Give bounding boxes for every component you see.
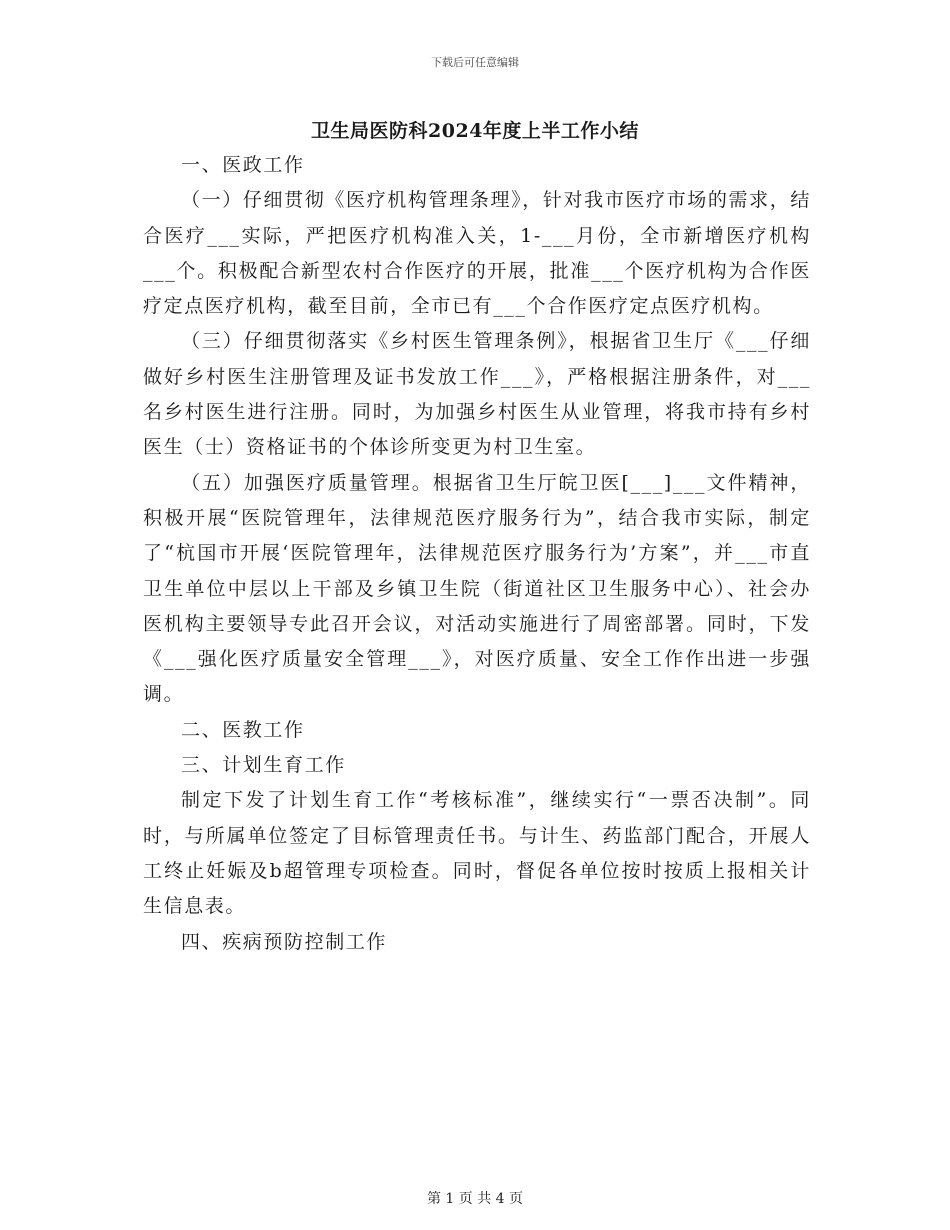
document-title: 卫生局医防科2024年度上半工作小结	[311, 120, 639, 142]
paragraph-quality-management: （五）加强医疗质量管理。根据省卫生厅皖卫医[___]___文件精神，积极开展“医院管理年，法律规范医疗服务行为”，结合我市实际，制定了“杭国市开展‘医院管理年，法律规范医疗服务行为’方案”，并___市直卫生单位中层以上干部及乡镇卫生院（街道社区卫生服务中心）、社会办医机构主要领导专此召开会议，对活动实施进行了周密部署。同时，下发《___强化医疗质量安全管理___》，对医疗质量、安全工作作出进一步强调。	[143, 471, 811, 706]
document-body	[143, 148, 811, 960]
header-note: 下载后可任意编辑	[431, 56, 519, 69]
section-heading-medical-education: 二、医教工作	[181, 718, 305, 741]
section-heading-disease-control: 四、疾病预防控制工作	[181, 930, 388, 953]
page-number: 第 1 页 共 4 页	[426, 1191, 524, 1207]
paragraph-family-planning: 制定下发了计划生育工作“考核标准”，继续实行“一票否决制”。同时，与所属单位签定了目标管理责任书。与计生、药监部门配合，开展人工终止妊娠及b超管理专项检查。同时，督促各单位按时按质上报相关计生信息表。	[143, 789, 811, 918]
paragraph-medical-institutions: （一）仔细贯彻《医疗机构管理条理》，针对我市医疗市场的需求，结合医疗___实际，严把医疗机构准入关，1-___月份，全市新增医疗机构___个。积极配合新型农村合作医疗的开展，批准___个医疗机构为合作医疗定点医疗机构，截至目前，全市已有___个合作医疗定点医疗机构。	[143, 189, 811, 318]
section-heading-medical-administration: 一、医政工作	[181, 154, 305, 176]
paragraph-village-doctors: （三）仔细贯彻落实《乡村医生管理条例》，根据省卫生厅《___仔细做好乡村医生注册管理及证书发放工作___》，严格根据注册条件，对___名乡村医生进行注册。同时，为加强乡村医生从业管理，将我市持有乡村医生（士）资格证书的个体诊所变更为村卫生室。	[143, 330, 811, 459]
section-heading-family-planning: 三、计划生育工作	[181, 754, 346, 777]
